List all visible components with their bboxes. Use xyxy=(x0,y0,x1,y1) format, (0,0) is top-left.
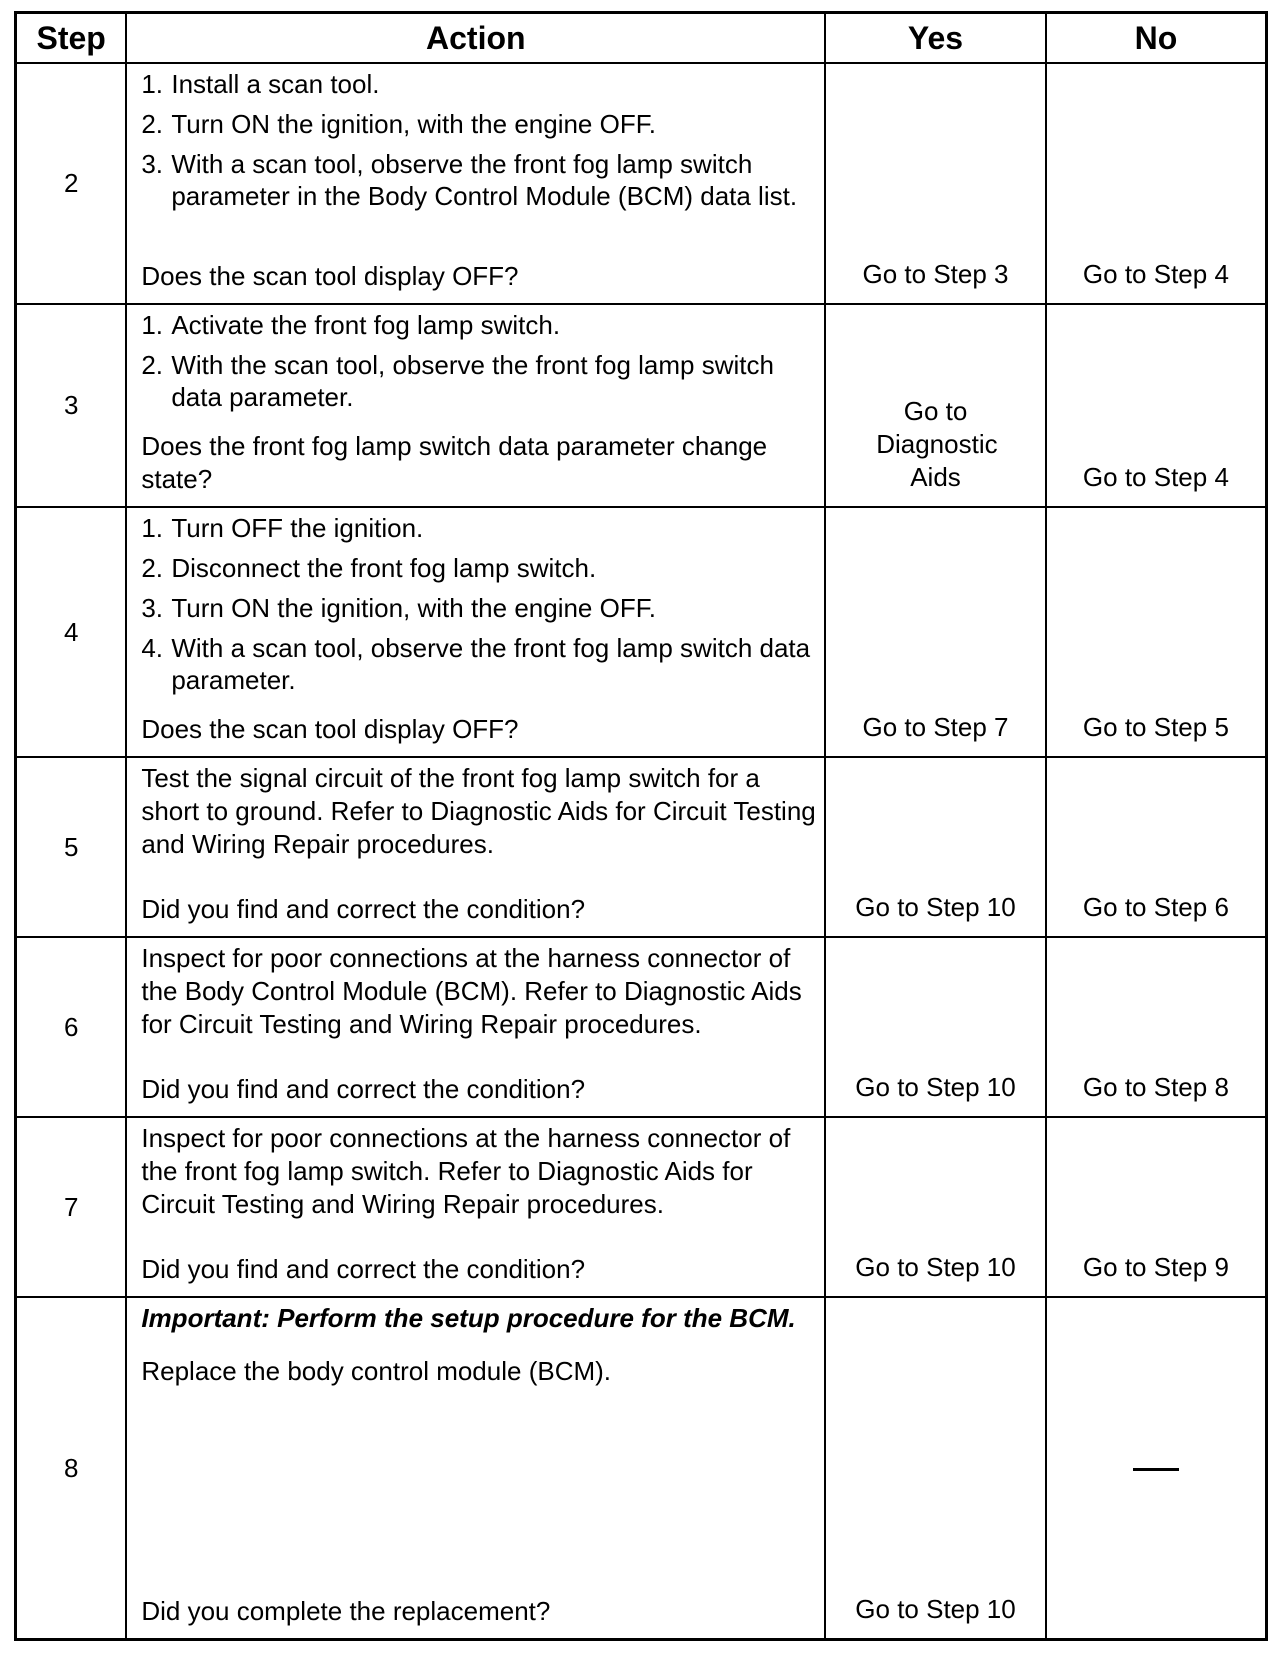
step-number: 8 xyxy=(16,1297,127,1640)
action-text: Test the signal circuit of the front fog lamp switch for a short to ground. Refer to Diagnostic Aids for Circuit Testing and Wiring Repair procedures. xyxy=(141,763,816,859)
diagnostic-table xyxy=(14,11,1268,1641)
action-question: Did you find and correct the condition? xyxy=(141,894,586,924)
no-result: Go to Step 8 xyxy=(1046,937,1267,1117)
step-number: 3 xyxy=(16,304,127,507)
yes-result: Go to Step 10 xyxy=(825,757,1046,937)
action-steps xyxy=(141,68,818,212)
action-step: 2. With the scan tool, observe the front fog lamp switch data parameter. xyxy=(141,350,774,412)
header-yes: Yes xyxy=(825,13,1046,64)
action-cell xyxy=(126,757,825,937)
no-result: Go to Step 5 xyxy=(1046,507,1267,757)
table-row xyxy=(16,1117,1267,1297)
step-number: 5 xyxy=(16,757,127,937)
important-note: Important: Perform the setup procedure for the BCM. xyxy=(141,1303,796,1333)
yes-result: Go to Step 7 xyxy=(825,507,1046,757)
action-question: Does the front fog lamp switch data parameter change state? xyxy=(141,431,768,494)
action-cell xyxy=(126,304,825,507)
action-cell xyxy=(126,63,825,304)
header-action: Action xyxy=(126,13,825,64)
action-question: Does the scan tool display OFF? xyxy=(141,261,519,291)
header-row xyxy=(16,13,1267,64)
action-question: Did you find and correct the condition? xyxy=(141,1074,586,1104)
no-result: Go to Step 6 xyxy=(1046,757,1267,937)
action-steps xyxy=(141,512,818,696)
action-step: 3. Turn ON the ignition, with the engine OFF. xyxy=(141,593,656,623)
table-row xyxy=(16,757,1267,937)
yes-result: Go to Step 3 xyxy=(825,63,1046,304)
header-step: Step xyxy=(16,13,127,64)
action-cell xyxy=(126,1117,825,1297)
table-row xyxy=(16,937,1267,1117)
action-question: Did you complete the replacement? xyxy=(141,1596,551,1626)
no-result: Go to Step 9 xyxy=(1046,1117,1267,1297)
table-row xyxy=(16,1297,1267,1640)
yes-result: Go to Step 10 xyxy=(825,937,1046,1117)
step-number: 2 xyxy=(16,63,127,304)
action-steps xyxy=(141,309,818,413)
action-step: 1. Turn OFF the ignition. xyxy=(141,513,424,543)
action-text: Inspect for poor connections at the harness connector of the Body Control Module (BCM). Refer to Diagnostic Aids for Circuit Testing and Wiring Repair procedures. xyxy=(141,943,802,1039)
action-text: Inspect for poor connections at the harness connector of the front fog lamp switch. Refer to Diagnostic Aids for Circuit Testing and Wiring Repair procedures. xyxy=(141,1123,791,1219)
yes-result: Go to Step 10 xyxy=(825,1117,1046,1297)
action-step: 3. With a scan tool, observe the front fog lamp switch parameter in the Body Control Module (BCM) data list. xyxy=(141,149,798,211)
no-result: Go to Step 4 xyxy=(1046,63,1267,304)
action-question: Does the scan tool display OFF? xyxy=(141,714,519,744)
yes-result: Go to Diagnostic Aids xyxy=(825,304,1046,507)
no-result xyxy=(1046,1297,1267,1640)
step-number: 4 xyxy=(16,507,127,757)
action-question: Did you find and correct the condition? xyxy=(141,1254,586,1284)
table-row xyxy=(16,304,1267,507)
step-number: 7 xyxy=(16,1117,127,1297)
header-no: No xyxy=(1046,13,1267,64)
action-step: 2. Disconnect the front fog lamp switch. xyxy=(141,553,597,583)
table-row xyxy=(16,63,1267,304)
action-step: 2. Turn ON the ignition, with the engine OFF. xyxy=(141,109,656,139)
action-text: Replace the body control module (BCM). xyxy=(141,1356,612,1386)
action-step: 1. Install a scan tool. xyxy=(141,69,380,99)
no-result-dash xyxy=(1133,1468,1179,1471)
action-step: 4. With a scan tool, observe the front fog lamp switch data parameter. xyxy=(141,633,811,695)
step-number: 6 xyxy=(16,937,127,1117)
action-cell xyxy=(126,937,825,1117)
action-cell xyxy=(126,507,825,757)
action-cell xyxy=(126,1297,825,1640)
no-result: Go to Step 4 xyxy=(1046,304,1267,507)
action-step: 1. Activate the front fog lamp switch. xyxy=(141,310,561,340)
yes-result: Go to Step 10 xyxy=(825,1297,1046,1640)
table-row xyxy=(16,507,1267,757)
